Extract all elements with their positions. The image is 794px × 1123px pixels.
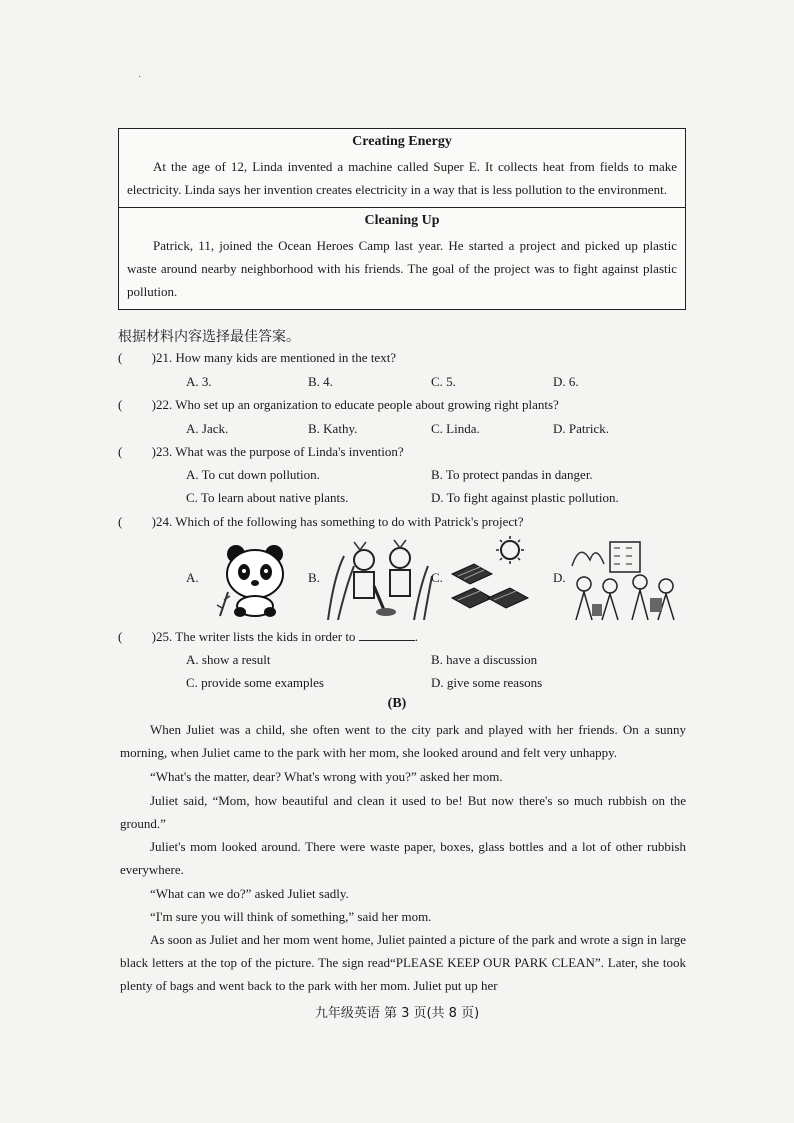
page-footer: 九年级英语 第 3 页(共 8 页) [314, 1006, 480, 1021]
option-a[interactable]: A. 3. [186, 374, 212, 389]
passage-paragraph [120, 718, 686, 764]
kids-planting-icon[interactable] [324, 536, 434, 620]
question-stem: 24. Which of the following has something to do with Patrick's project? [156, 514, 524, 529]
option-d[interactable]: D. 6. [553, 374, 579, 389]
passage-paragraph [120, 882, 686, 905]
box-section-creating-energy [119, 129, 685, 207]
box-section-text: Patrick, 11, joined the Ocean Heroes Camp last year. He started a project and picked up plastic waste around nearby neighborhood with his friends. The goal of the project was to fight against plastic pollution. [127, 238, 677, 299]
paragraph-text: “What can we do?” asked Juliet sadly. [150, 886, 349, 901]
option-b-label[interactable]: B. [308, 570, 320, 585]
answer-blank[interactable] [118, 397, 156, 413]
question-22 [118, 397, 559, 413]
answer-blank[interactable] [118, 514, 156, 530]
option-d[interactable]: D. give some reasons [431, 675, 543, 690]
paragraph-text: Juliet said, “Mom, how beautiful and clean it used to be! But now there's so much rubbish on the ground.” [120, 793, 686, 831]
option-b[interactable]: B. To protect pandas in danger. [431, 467, 593, 482]
option-c-label[interactable]: C. [431, 570, 443, 585]
answer-blank[interactable] [118, 444, 156, 460]
option-b[interactable]: B. 4. [308, 374, 333, 389]
paragraph-text: As soon as Juliet and her mom went home, Juliet painted a picture of the park and wrote a sign in large black letters at the top of the picture. The sign read“PLEASE KEEP OUR PARK CLEAN”. Later, she took plenty of bags and went back to the park with her mom. Juliet put up her [120, 932, 686, 993]
option-b[interactable]: B. have a discussion [431, 652, 538, 667]
question-24-picture-options [186, 536, 686, 626]
question-stem: 25. The writer lists the kids in order to [156, 629, 356, 644]
paragraph-text: When Juliet was a child, she often went to the city park and played with her friends. On a sunny morning, when Juliet came to the park with her mom, she looked around and felt very unhappy. [120, 722, 686, 760]
option-c[interactable]: C. To learn about native plants. [186, 490, 349, 505]
paragraph-text: Juliet's mom looked around. There were waste paper, boxes, glass bottles and a lot of other rubbish everywhere. [120, 839, 686, 877]
option-c[interactable]: C. Linda. [431, 421, 480, 436]
option-d[interactable]: D. To fight against plastic pollution. [431, 490, 619, 505]
option-a[interactable]: A. To cut down pollution. [186, 467, 320, 482]
box-section-cleaning-up [119, 207, 685, 309]
option-a-label[interactable]: A. [186, 570, 199, 585]
option-d-label[interactable]: D. [553, 570, 566, 585]
paragraph-text: “I'm sure you will think of something,” said her mom. [150, 909, 432, 924]
answer-blank[interactable] [118, 629, 156, 645]
section-b-heading: (B) [387, 696, 407, 711]
box-section-text: At the age of 12, Linda invented a machine called Super E. It collects heat from fields to make electricity. Linda says her invention creates electricity in a way that is less pollution to the environment. [127, 159, 677, 197]
reading-material-box [118, 128, 686, 310]
panda-icon[interactable] [212, 536, 302, 620]
box-section-title: Creating Energy [352, 134, 452, 149]
passage-paragraph [120, 928, 686, 997]
solar-panels-icon[interactable] [448, 536, 544, 620]
option-a[interactable]: A. Jack. [186, 421, 229, 436]
passage-paragraph [120, 789, 686, 835]
cleanup-crowd-icon[interactable] [570, 536, 686, 620]
option-b[interactable]: B. Kathy. [308, 421, 358, 436]
answer-blank[interactable] [118, 350, 156, 366]
question-21 [118, 350, 396, 366]
scan-speck: · [138, 72, 142, 83]
fill-blank[interactable] [359, 628, 415, 641]
passage-paragraph [120, 765, 686, 788]
instruction: 根据材料内容选择最佳答案。 [118, 329, 300, 345]
question-stem: 23. What was the purpose of Linda's invention? [156, 444, 404, 459]
box-section-title: Cleaning Up [364, 213, 440, 228]
passage-paragraph [120, 905, 686, 928]
question-25: ( )25. The writer lists the kids in order to . [118, 628, 418, 645]
question-stem: 21. How many kids are mentioned in the text? [156, 350, 397, 365]
option-d[interactable]: D. Patrick. [553, 421, 609, 436]
question-23 [118, 444, 404, 460]
question-24 [118, 514, 524, 530]
option-c[interactable]: C. provide some examples [186, 675, 324, 690]
option-c[interactable]: C. 5. [431, 374, 456, 389]
passage-paragraph [120, 835, 686, 881]
question-stem: 22. Who set up an organization to educate people about growing right plants? [156, 397, 559, 412]
option-a[interactable]: A. show a result [186, 652, 271, 667]
paragraph-text: “What's the matter, dear? What's wrong with you?” asked her mom. [150, 769, 503, 784]
